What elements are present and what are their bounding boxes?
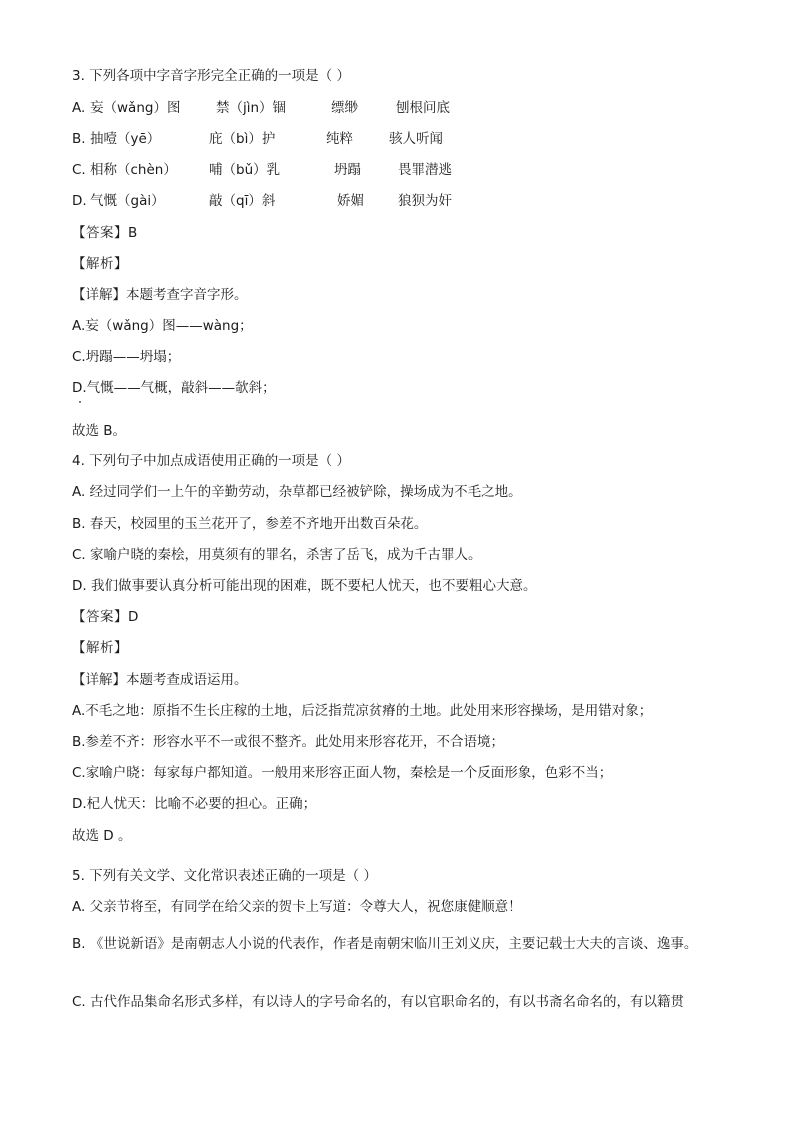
option-item: 抽噎（yē） (90, 131, 161, 147)
option-label: A. (72, 100, 86, 116)
question-3-analysis-title: 【解析】 (72, 256, 128, 272)
question-4-answer: 【答案】D (72, 609, 139, 625)
question-4-option-d: D. 我们做事要认真分析可能出现的困难，既不要杞人忧天，也不要粗心大意。 (72, 578, 537, 594)
question-5-option-b: B. 《世说新语》是南朝志人小说的代表作，作者是南朝宋临川王刘义庆，主要记载士大夫的言谈、逸事。 (72, 936, 698, 952)
option-item: 纯粹 (326, 131, 353, 147)
option-item: 坍蹋 (334, 162, 361, 178)
option-item: 庇（bì）护 (209, 131, 276, 147)
question-4-option-b: B. 春天，校园里的玉兰花开了，参差不齐地开出数百朵花。 (72, 516, 428, 532)
question-5-stem: 5. 下列有关文学、文化常识表述正确的一项是（ ） (72, 868, 377, 884)
option-label: D. (72, 193, 87, 209)
question-4-option-c: C. 家喻户晓的秦桧，用莫须有的罪名，杀害了岳飞，成为千古罪人。 (72, 547, 482, 563)
question-5-option-a: A. 父亲节将至，有同学在给父亲的贺卡上写道：令尊大人，祝您康健顺意！ (72, 899, 522, 915)
option-label: C. (72, 162, 86, 178)
question-4-note: A.不毛之地：原指不生长庄稼的土地，后泛指荒凉贫瘠的土地。此处用来形容操场，是用错对象； (72, 703, 653, 719)
stray-dot (79, 401, 81, 403)
question-3-conclusion: 故选 B。 (72, 423, 127, 439)
question-4-option-a: A. 经过同学们一上午的辛勤劳动，杂草都已经被铲除，操场成为不毛之地。 (72, 484, 522, 500)
question-3-note: D.气慨——气概，敲斜——欹斜； (72, 380, 276, 396)
question-3-note: C.坍蹋——坍塌； (72, 349, 181, 365)
option-item: 妄（wǎng）图 (90, 100, 181, 116)
question-3-note: A.妄（wǎng）图——wàng； (72, 318, 253, 334)
question-4-analysis-title: 【解析】 (72, 640, 128, 656)
question-4-note: B.参差不齐：形容水平不一或很不整齐。此处用来形容花开，不合语境； (72, 734, 505, 750)
option-item: 禁（jìn）锢 (216, 100, 287, 116)
option-item: 敲（qī）斜 (209, 193, 276, 209)
question-4-note: C.家喻户晓：每家每户都知道。一般用来形容正面人物，秦桧是一个反面形象，色彩不当； (72, 765, 613, 781)
option-item: 刨根问底 (396, 100, 450, 116)
question-3-stem: 3. 下列各项中字音字形完全正确的一项是（ ） (72, 68, 350, 84)
option-item: 狼狈为奸 (398, 193, 452, 209)
question-5-option-c: C. 古代作品集命名形式多样，有以诗人的字号命名的，有以官职命名的，有以书斋名命名的，有以籍贯 (72, 994, 685, 1010)
question-4-detail: 【详解】本题考查成语运用。 (72, 672, 248, 688)
question-3-detail: 【详解】本题考查字音字形。 (72, 287, 248, 303)
question-3-answer: 【答案】B (72, 225, 138, 241)
option-item: 骇人听闻 (389, 131, 443, 147)
option-item: 娇媚 (337, 193, 364, 209)
option-label: B. (72, 131, 86, 147)
option-item: 相称（chèn） (90, 162, 177, 178)
question-4-conclusion: 故选 D 。 (72, 828, 132, 844)
option-item: 缥缈 (331, 100, 358, 116)
question-4-stem: 4. 下列句子中加点成语使用正确的一项是（ ） (72, 453, 350, 469)
option-item: 气慨（gài） (90, 193, 165, 209)
option-item: 哺（bǔ）乳 (209, 162, 281, 178)
question-4-note: D.杞人忧天：比喻不必要的担心。正确； (72, 796, 317, 812)
option-item: 畏罪潜逃 (398, 162, 452, 178)
